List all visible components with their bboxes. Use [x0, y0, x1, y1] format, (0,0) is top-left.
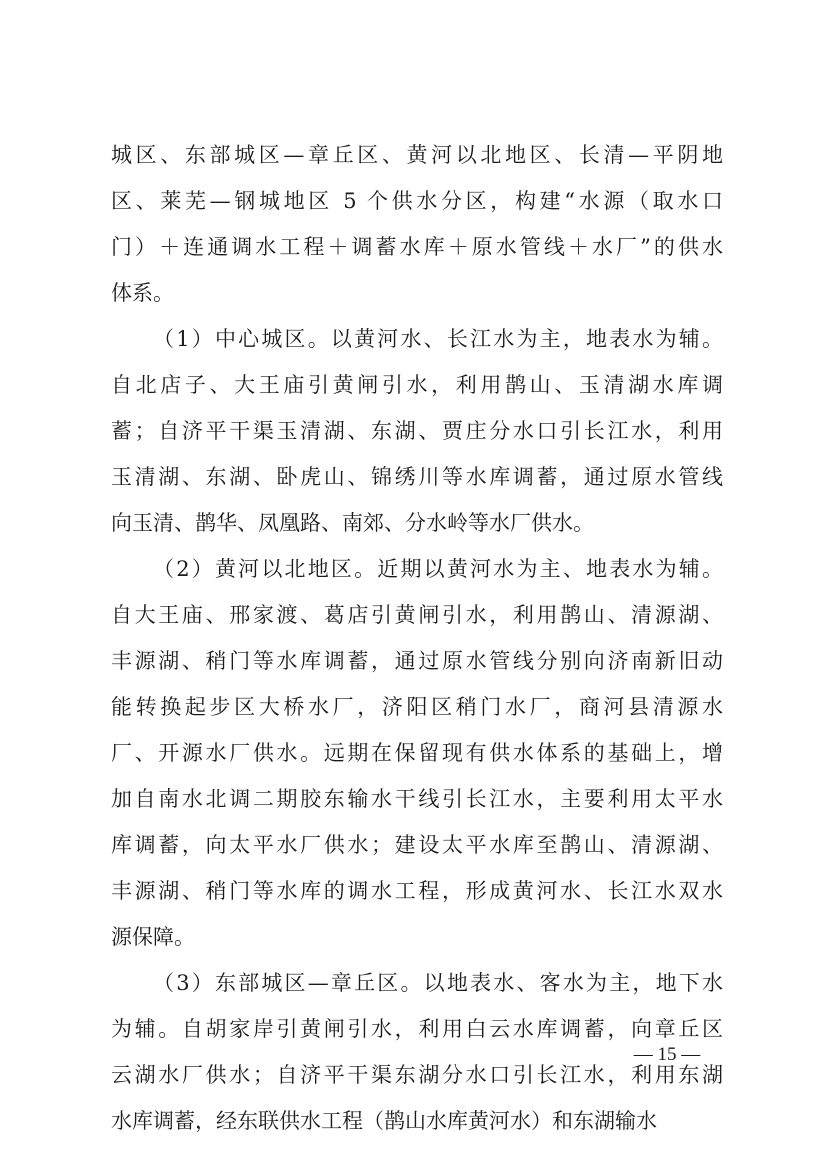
page-number: — 15 — — [633, 1044, 701, 1065]
text-line: 自大王庙、邢家渡、葛店引黄闸引水，利用鹊山、清源湖、 — [111, 603, 723, 627]
text-line: 云湖水厂供水；自济平干渠东湖分水口引长江水，利用东湖 — [111, 1063, 723, 1087]
text-line: 体系。 — [111, 281, 174, 305]
text-line: 城区、东部城区—章丘区、黄河以北地区、长清—平阴地 — [111, 143, 723, 167]
text-line: （3）东部城区—章丘区。以地表水、客水为主，地下水 — [153, 971, 723, 995]
text-line: 自北店子、大王庙引黄闸引水，利用鹊山、玉清湖水库调 — [111, 373, 723, 397]
paragraph — [111, 132, 723, 316]
text-line: 区、莱芜—钢城地区 5 个供水分区，构建“水源（取水口 — [111, 189, 723, 213]
text-line: 能转换起步区大桥水厂，济阳区稍门水厂，商河县清源水 — [111, 695, 723, 719]
text-line: 丰源湖、稍门等水库调蓄，通过原水管线分别向济南新旧动 — [111, 649, 723, 673]
text-line: （2）黄河以北地区。近期以黄河水为主、地表水为辅。 — [153, 557, 723, 581]
text-line: 源保障。 — [111, 925, 195, 949]
text-line: 水库调蓄，经东联供水工程（鹊山水库黄河水）和东湖输水 — [111, 1109, 657, 1133]
text-line: 厂、开源水厂供水。远期在保留现有供水体系的基础上，增 — [111, 741, 723, 765]
text-line: 丰源湖、稍门等水库的调水工程，形成黄河水、长江水双水 — [111, 879, 723, 903]
paragraph — [111, 316, 723, 546]
text-line: （1）中心城区。以黄河水、长江水为主，地表水为辅。 — [153, 327, 723, 351]
text-line: 蓄；自济平干渠玉清湖、东湖、贾庄分水口引长江水，利用 — [111, 419, 723, 443]
text-line: 门）＋连通调水工程＋调蓄水库＋原水管线＋水厂”的供水 — [111, 235, 723, 259]
text-line: 玉清湖、东湖、卧虎山、锦绣川等水库调蓄，通过原水管线 — [111, 465, 723, 489]
text-line: 为辅。自胡家岸引黄闸引水，利用白云水库调蓄，向章丘区 — [111, 1017, 723, 1041]
paragraph — [111, 546, 723, 960]
text-line: 库调蓄，向太平水厂供水；建设太平水库至鹊山、清源湖、 — [111, 833, 723, 857]
text-line: 向玉清、鹊华、凤凰路、南郊、分水岭等水厂供水。 — [111, 511, 594, 535]
body-text — [111, 132, 723, 1144]
text-line: 加自南水北调二期胶东输水干线引长江水，主要利用太平水 — [111, 787, 723, 811]
